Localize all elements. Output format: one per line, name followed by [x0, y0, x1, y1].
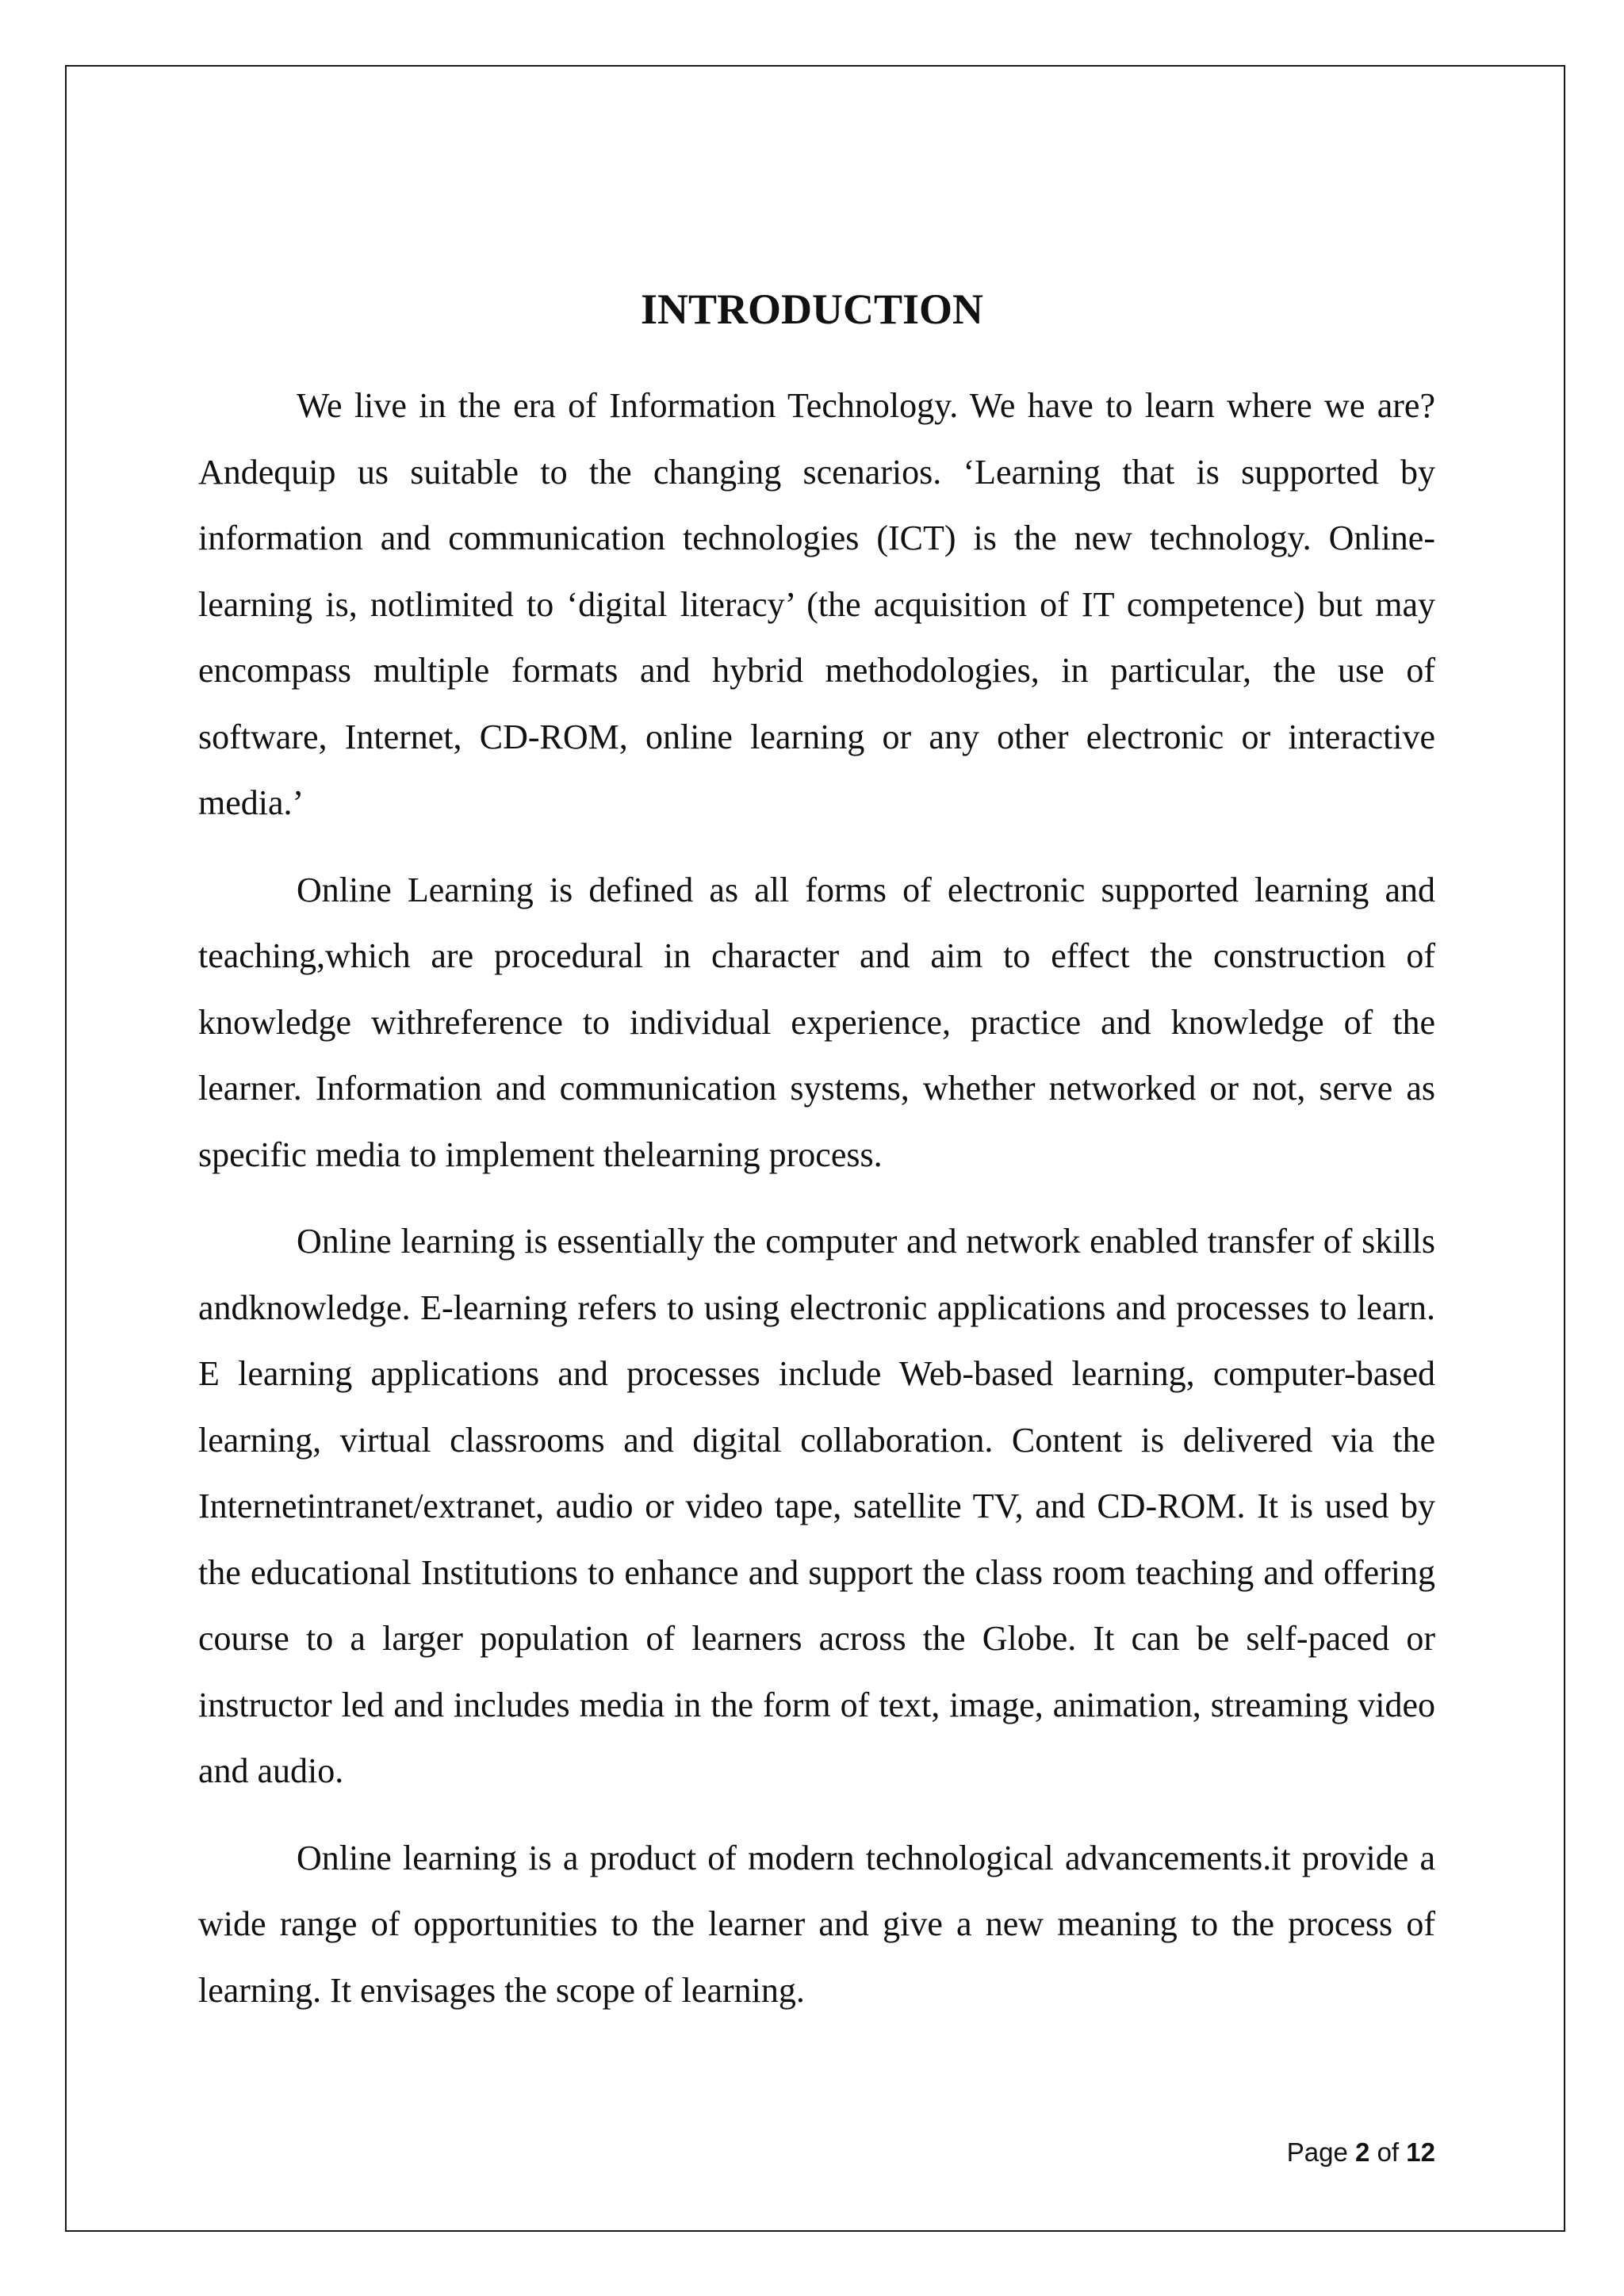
paragraph-4: Online learning is a product of modern technological advancements.it provide a wide range of opportunities to the learner and give a new meaning to the process of learning. It envisages the scope of learning. — [198, 1838, 1435, 2010]
paragraph-3: Online learning is essentially the computer and network enabled transfer of skills andknowledge. E-learning refers to using electronic applications and processes to learn. E learning applications and processes include Web-based learning, computer-based learning, virtual classrooms and digital collaboration. Content is delivered via the Internetintranet/extranet, audio or video tape, satellite TV, and CD-ROM. It is used by the educational Institutions to enhance and support the class room teaching and offering course to a larger population of learners across the Globe. It can be self-paced or instructor led and includes media in the form of text, image, animation, streaming video and audio. — [198, 1222, 1435, 1790]
body-text — [198, 373, 1435, 2044]
page-number-footer — [1287, 2137, 1435, 2168]
page-title: INTRODUCTION — [640, 285, 984, 333]
of-label: of — [1377, 2137, 1400, 2167]
page-label: Page — [1286, 2137, 1348, 2167]
total-page-count: 12 — [1406, 2137, 1435, 2167]
current-page-number: 2 — [1355, 2137, 1370, 2167]
paragraph-2: Online Learning is defined as all forms of electronic supported learning and teaching,which are procedural in character and aim to effect the construction of knowledge withreference to individual experience, practice and knowledge of the learner. Information and communication systems, whether networked or not, serve as specific media to implement thelearning process. — [198, 870, 1435, 1174]
paragraph-1: We live in the era of Information Technology. We have to learn where we are? Andequip us suitable to the changing scenarios. ‘Learning that is supported by information and communication technologies (ICT) is the new technology. Online-learning is, notlimited to ‘digital literacy’ (the acquisition of IT competence) but may encompass multiple formats and hybrid methodologies, in particular, the use of software, Internet, CD-ROM, online learning or any other electronic or interactive media.’ — [198, 386, 1435, 822]
